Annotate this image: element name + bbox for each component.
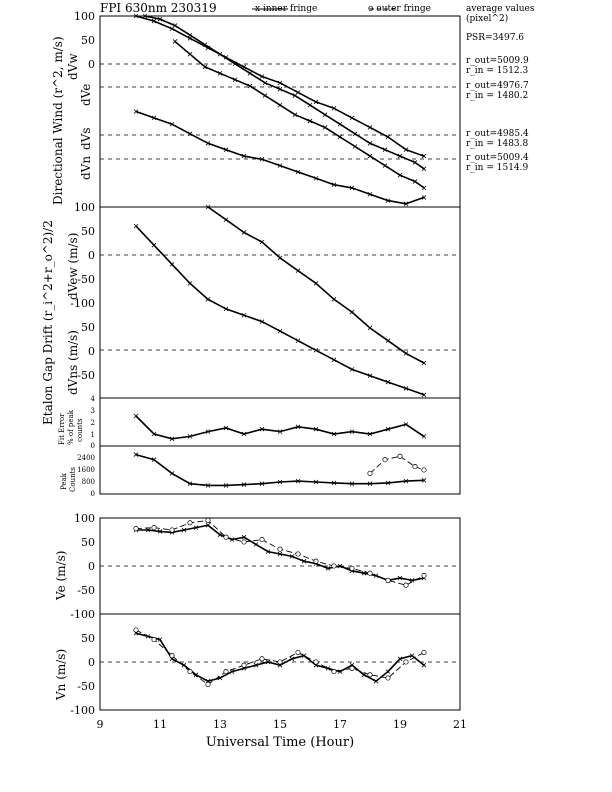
data-point-5-1-0 — [134, 628, 138, 632]
etalon-sub-ew: dVew (m/s) — [66, 232, 80, 300]
series-line-4-1 — [136, 520, 424, 585]
data-point-4-1-1 — [152, 525, 156, 529]
x-tick-0: 9 — [96, 718, 104, 731]
x-tick-2: 13 — [213, 718, 227, 731]
data-point-2-0-0 — [134, 414, 138, 418]
fit-tick-1: 3 — [90, 407, 95, 415]
ew-tick-1: 50 — [81, 225, 95, 238]
data-point-4-1-12 — [350, 566, 354, 570]
legend-inner-label: x inner fringe — [255, 4, 318, 14]
data-point-1-0-1 — [152, 243, 156, 247]
panel-fit-frame — [100, 398, 460, 446]
fit-tick-2: 2 — [90, 419, 95, 427]
data-point-5-1-2 — [170, 653, 174, 657]
peak-tick-0: 2400 — [77, 454, 95, 462]
peak-ylabel-1: Peak — [60, 473, 68, 490]
x-ticks — [97, 718, 468, 731]
series-line-5-1 — [136, 630, 424, 684]
psr-annotation: PSR=3497.6 — [466, 33, 525, 43]
data-point-4-1-10 — [314, 559, 318, 563]
ns-tick-0: 50 — [81, 321, 95, 334]
vn-ylabel: Vn (m/s) — [54, 648, 68, 700]
series-line-1-0 — [136, 226, 424, 395]
wind-tick-0: 100 — [74, 10, 95, 23]
data-point-1-1-6 — [314, 281, 318, 285]
legend-inner — [252, 4, 317, 14]
vn-tick-1: 0 — [88, 656, 95, 669]
data-point-1-0-0 — [134, 224, 138, 228]
ew-tick-2: 0 — [88, 249, 95, 262]
wind-sub-n: dVn — [79, 155, 93, 180]
data-point-5-1-5 — [224, 669, 228, 673]
vn-tick-2: -50 — [77, 680, 95, 693]
ve-tick-3: -50 — [77, 584, 95, 597]
x-tick-6: 21 — [453, 718, 467, 731]
data-point-4-1-13 — [368, 571, 372, 575]
panel-etalon-frame — [100, 207, 460, 398]
data-point-5-1-12 — [350, 666, 354, 670]
ve-ticks — [70, 512, 95, 621]
ns-tick-1: 0 — [88, 345, 95, 358]
data-point-5-1-16 — [422, 650, 426, 654]
series-line-1-1 — [208, 207, 424, 363]
chart-title: FPI 630nm 230319 — [100, 1, 217, 15]
annot-4-out: r_out=5009.4 — [466, 153, 529, 163]
ns-tick-2: -50 — [77, 369, 95, 382]
data-point-4-1-14 — [386, 578, 390, 582]
wind-sub-e: dVe — [79, 83, 93, 106]
data-point-3-1-3 — [413, 464, 417, 468]
vn-tick-3: -100 — [70, 704, 95, 717]
data-point-5-1-8 — [278, 660, 282, 664]
data-point-5-1-14 — [386, 676, 390, 680]
annot-3-in: r_in = 1483.8 — [466, 139, 529, 149]
etalon-sub-ns: dVns (m/s) — [66, 330, 80, 395]
vn-ticks — [70, 632, 95, 717]
annot-4-in: r_in = 1514.9 — [466, 163, 529, 173]
series-line-0-2 — [175, 42, 424, 188]
wind-ylabel: Directional Wind (r^2, m/s) — [51, 36, 65, 205]
data-point-1-0-2 — [170, 262, 174, 266]
data-point-4-1-6 — [242, 540, 246, 544]
peak-tick-2: 800 — [81, 478, 95, 486]
data-point-5-1-4 — [206, 682, 210, 686]
x-tick-3: 15 — [273, 718, 287, 731]
ve-tick-0: 100 — [74, 512, 95, 525]
x-tick-5: 19 — [393, 718, 407, 731]
data-point-1-0-3 — [188, 281, 192, 285]
data-point-4-1-4 — [206, 518, 210, 522]
ew-tick-0: 100 — [74, 201, 95, 214]
legend-outer — [368, 4, 431, 14]
annot-3-out: r_out=4985.4 — [466, 129, 529, 139]
x-axis-label: Universal Time (Hour) — [205, 735, 355, 750]
data-point-5-0-24 — [422, 663, 426, 667]
data-point-5-1-13 — [368, 673, 372, 677]
data-point-1-1-10 — [386, 339, 390, 343]
wind-tick-1: 50 — [81, 34, 95, 47]
x-tick-4: 17 — [333, 718, 347, 731]
fit-ylabel-3: counts — [76, 418, 84, 442]
series-line-2-0 — [136, 416, 424, 439]
ew-tick-4: -100 — [70, 297, 95, 310]
data-point-5-1-9 — [296, 650, 300, 654]
ve-tick-4: -100 — [70, 608, 95, 621]
wind-sub-w: dVw — [66, 53, 80, 80]
data-point-5-1-6 — [242, 663, 246, 667]
data-point-3-1-1 — [383, 458, 387, 462]
fit-ylabel-2: % of peak — [67, 410, 75, 445]
fit-ticks — [91, 395, 96, 450]
legend-outer-label: o outer fringe — [368, 4, 431, 14]
data-point-4-1-3 — [188, 521, 192, 525]
series-line-5-0 — [136, 633, 424, 681]
data-point-5-1-1 — [152, 637, 156, 641]
data-point-5-1-10 — [314, 660, 318, 664]
data-point-4-1-5 — [224, 535, 228, 539]
data-point-4-1-7 — [260, 537, 264, 541]
annot-1-in: r_in = 1512.3 — [466, 66, 529, 76]
peak-tick-1: 1600 — [77, 466, 95, 474]
fit-tick-0: 4 — [90, 395, 95, 403]
peak-ylabel-2: Counts — [69, 467, 77, 492]
data-point-3-1-2 — [398, 454, 402, 458]
panel-peak-frame — [100, 446, 460, 494]
data-point-4-1-11 — [332, 564, 336, 568]
data-point-5-1-15 — [404, 660, 408, 664]
data-point-3-1-0 — [368, 471, 372, 475]
annot-2-in: r_in = 1480.2 — [466, 91, 529, 101]
avg-label-1: average values — [466, 4, 535, 14]
series-line-0-3 — [136, 112, 424, 204]
data-point-5-1-3 — [188, 669, 192, 673]
data-point-5-1-7 — [260, 657, 264, 661]
avg-label-2: (pixel^2) — [466, 14, 509, 24]
data-point-0-2-1 — [188, 52, 192, 56]
vn-tick-0: 50 — [81, 632, 95, 645]
wind-tick-2: 0 — [88, 58, 95, 71]
data-point-5-0-21 — [386, 670, 390, 674]
wind-sub-s: dVs — [79, 127, 93, 150]
peak-ticks — [77, 454, 95, 498]
series-line-3-0 — [136, 455, 424, 486]
annot-1-out: r_out=5009.9 — [466, 56, 529, 66]
data-point-0-2-17 — [422, 186, 426, 190]
data-point-4-1-15 — [404, 583, 408, 587]
fit-tick-4: 0 — [90, 442, 95, 450]
x-tick-1: 11 — [153, 718, 167, 731]
data-point-4-1-16 — [422, 573, 426, 577]
series-line-4-0 — [136, 525, 424, 580]
ve-ylabel: Ve (m/s) — [54, 550, 68, 600]
data-point-3-1-4 — [422, 468, 426, 472]
data-point-5-1-11 — [332, 669, 336, 673]
annot-2-out: r_out=4976.7 — [466, 81, 529, 91]
data-point-1-1-9 — [368, 326, 372, 330]
data-point-4-1-9 — [296, 552, 300, 556]
peak-tick-3: 0 — [90, 490, 95, 498]
data-point-4-1-8 — [278, 547, 282, 551]
ve-tick-2: 0 — [88, 560, 95, 573]
fit-tick-3: 1 — [90, 431, 95, 439]
data-point-4-1-2 — [170, 528, 174, 532]
series-line-0-1 — [145, 16, 424, 169]
data-point-0-2-0 — [173, 39, 177, 43]
ve-tick-1: 50 — [81, 536, 95, 549]
data-point-0-1-19 — [422, 167, 426, 171]
ew-tick-3: -50 — [77, 273, 95, 286]
data-point-4-1-0 — [134, 526, 138, 530]
fit-ylabel-1: Fit Error — [58, 413, 66, 445]
etalon-ylabel: Etalon Gap Drift (r_i^2+r_o^2)/2 — [41, 220, 55, 425]
